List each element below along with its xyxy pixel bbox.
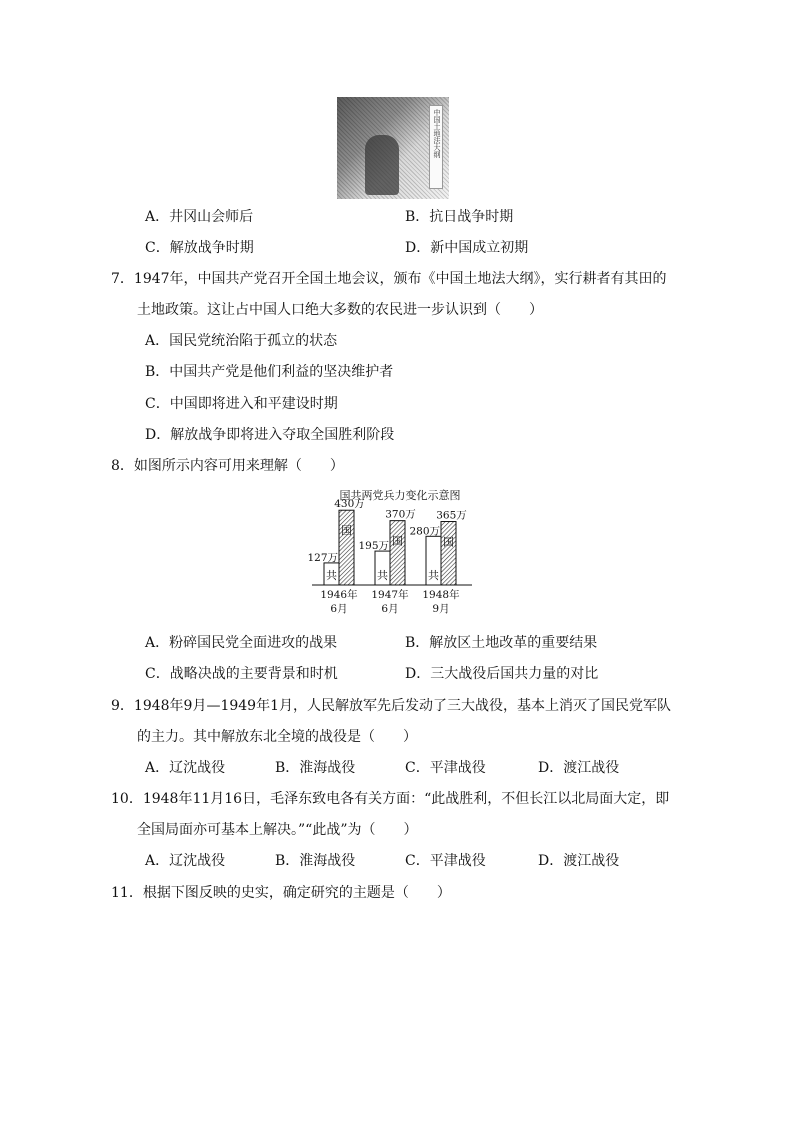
q10-stem-line2: 全国局面亦可基本上解决。”“此战”为（ ） [137, 822, 418, 838]
category-label-year-1: 1946年 [320, 589, 358, 601]
value-label-gong-3: 280万 [409, 525, 440, 538]
value-label-guo-3: 365万 [436, 509, 467, 522]
category-label-month-2: 6月 [381, 603, 399, 615]
q7-option-b: B．中国共产党是他们利益的坚决维护者 [145, 364, 394, 380]
q6-option-c: C．解放战争时期 [145, 240, 254, 256]
category-label-month-1: 6月 [330, 603, 348, 615]
q9-stem-line1: 9．1948年9月—1949年1月，人民解放军先后发动了三大战役，基本上消灭了国民党军队 [111, 698, 671, 714]
bar-series-label-guo-2: 国 [392, 534, 403, 548]
q7-option-c: C．中国即将进入和平建设时期 [145, 396, 338, 412]
value-label-gong-1: 127万 [307, 551, 338, 564]
q7-option-d: D．解放战争即将进入夺取全国胜利阶段 [145, 427, 395, 443]
q8-option-a: A．粉碎国民党全面进攻的战果 [145, 635, 338, 651]
q10-option-d: D．渡江战役 [538, 853, 620, 869]
q6-option-d: D．新中国成立初期 [405, 240, 529, 256]
value-label-guo-1: 430万 [334, 498, 365, 511]
q10-stem-line1: 10．1948年11月16日，毛泽东致电各有关方面：“此战胜利，不但长江以北局面大定，即 [111, 791, 670, 807]
land-law-photo [337, 97, 449, 199]
q10-option-a: A．辽沈战役 [145, 853, 226, 869]
bar-series-label-guo-1: 国 [341, 524, 352, 538]
category-label-year-3: 1948年 [422, 589, 460, 601]
speaker-figure [365, 135, 399, 195]
q7-stem-line2: 土地政策。这让占中国人口绝大多数的农民进一步认识到（ ） [137, 302, 543, 318]
chart-title: 国共两党兵力变化示意图 [339, 489, 461, 502]
q8-option-c: C．战略决战的主要背景和时机 [145, 666, 338, 682]
q8-option-b: B．解放区土地改革的重要结果 [405, 635, 598, 651]
q9-option-d: D．渡江战役 [538, 760, 620, 776]
q7-option-a: A．国民党统治陷于孤立的状态 [145, 333, 338, 349]
value-label-gong-2: 195万 [358, 540, 389, 553]
q10-option-c: C．平津战役 [405, 853, 486, 869]
q6-option-a: A．井冈山会师后 [145, 209, 254, 225]
q9-option-b: B．淮海战役 [275, 760, 356, 776]
q7-stem-line1: 7．1947年，中国共产党召开全国土地会议，颁布《中国土地法大纲》，实行耕者有其田的 [111, 271, 667, 287]
bar-guo-2 [390, 521, 405, 585]
force-comparison-chart [300, 484, 500, 619]
q8-option-d: D．三大战役后国共力量的对比 [405, 666, 599, 682]
q10-option-b: B．淮海战役 [275, 853, 356, 869]
category-label-month-3: 9月 [432, 603, 450, 615]
banner-caption: 中国土地法大纲 [433, 109, 441, 158]
q8-stem: 8．如图所示内容可用来理解（ ） [111, 458, 344, 474]
q6-option-b: B．抗日战争时期 [405, 209, 514, 225]
q9-option-c: C．平津战役 [405, 760, 486, 776]
bar-series-label-gong-1: 共 [326, 569, 337, 582]
bar-guo-3 [441, 522, 456, 585]
value-label-guo-2: 370万 [385, 508, 416, 521]
category-label-year-2: 1947年 [371, 589, 409, 601]
q9-stem-line2: 的主力。其中解放东北全境的战役是（ ） [137, 729, 417, 745]
bar-series-label-gong-2: 共 [377, 569, 388, 582]
q9-option-a: A．辽沈战役 [145, 760, 226, 776]
bar-guo-1 [339, 510, 354, 585]
bar-series-label-gong-3: 共 [428, 569, 439, 582]
q11-stem: 11．根据下图反映的史实，确定研究的主题是（ ） [111, 885, 451, 901]
bar-series-label-guo-3: 国 [443, 535, 454, 549]
